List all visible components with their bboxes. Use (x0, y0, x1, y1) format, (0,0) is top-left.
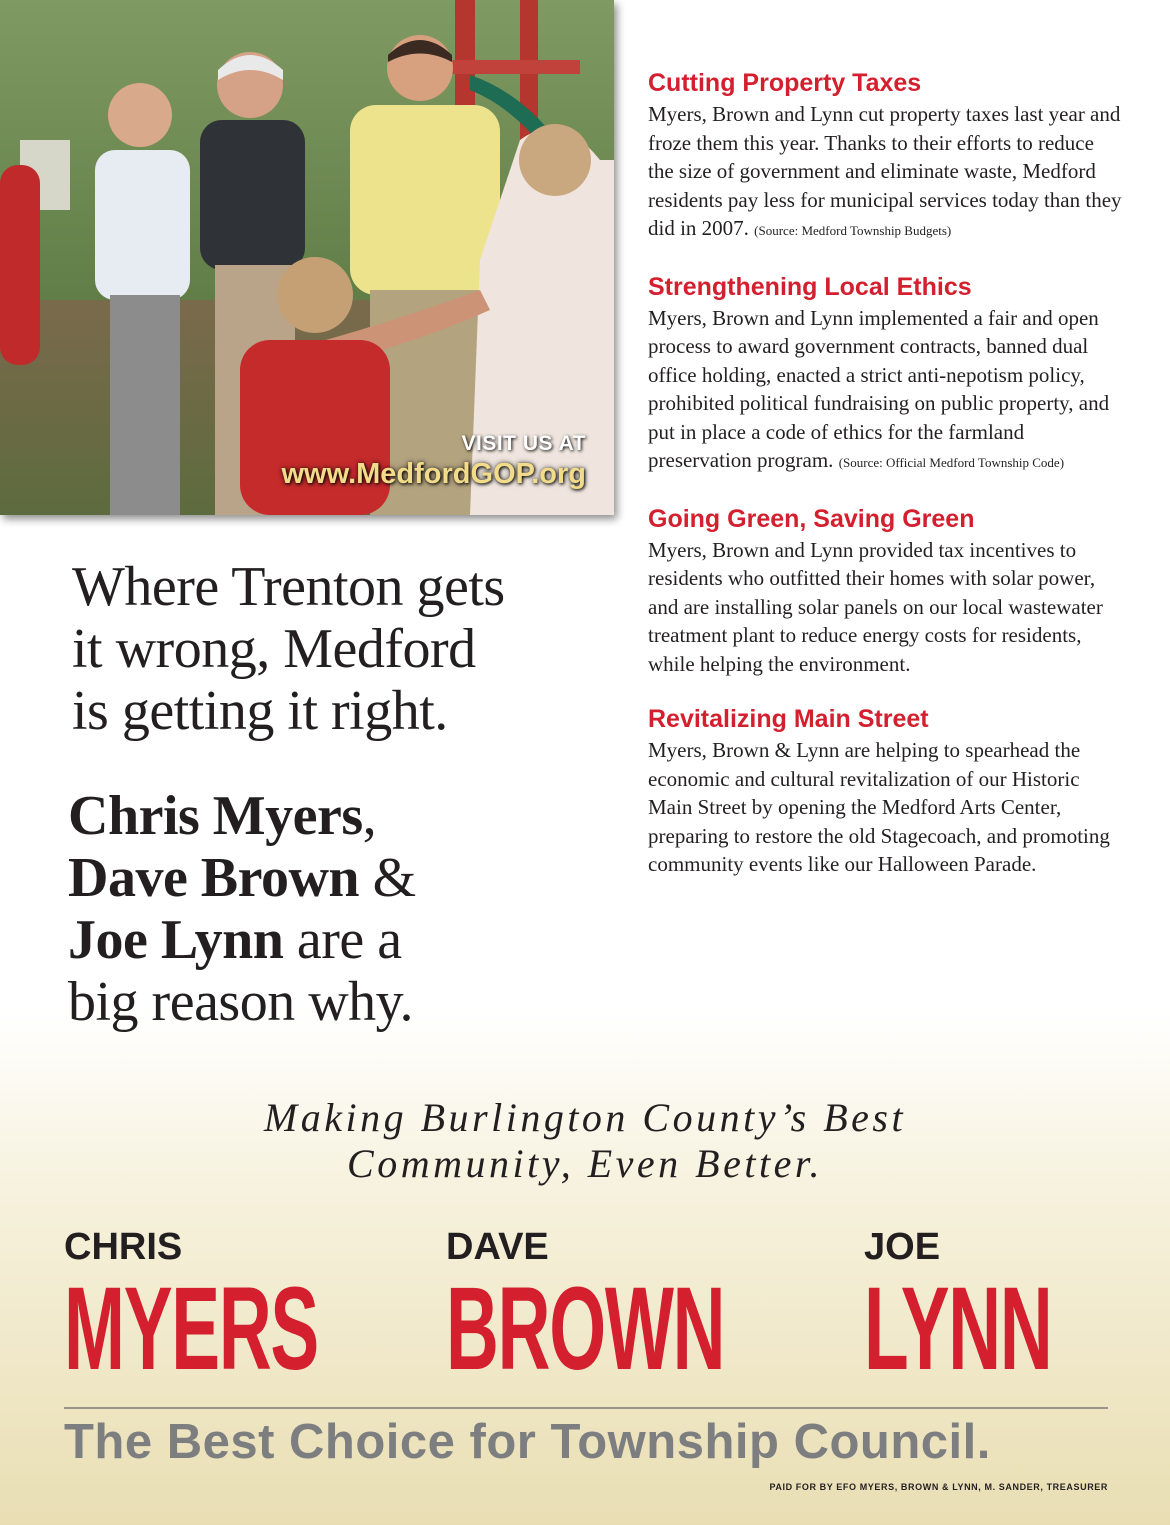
section-body: Myers, Brown and Lynn provided tax incentives to residents who outfitted their homes with solar power, and are installing solar panels on our local wastewater treatment plant to reduce energy costs for residents, while helping the environment. (648, 537, 1103, 676)
names-line (68, 847, 628, 909)
paid-for-disclaimer: PAID FOR BY EFO MYERS, BROWN & LYNN, M. SANDER, TREASURER (769, 1482, 1108, 1492)
candidate-lynn (864, 1226, 1166, 1395)
separator: , (362, 785, 377, 847)
headline-line: Where Trenton gets (72, 556, 505, 618)
tagline-line: Community, Even Better. (347, 1141, 823, 1186)
divider (64, 1407, 1108, 1409)
candidate-first-name: CHRIS (64, 1226, 183, 1268)
candidate-last-name: MYERS (64, 1263, 318, 1395)
section-heading: Revitalizing Main Street (648, 705, 929, 733)
website-link[interactable]: www.MedfordGOP.org (281, 458, 586, 490)
candidate-myers (64, 1226, 474, 1395)
section-heading: Strengthening Local Ethics (648, 272, 972, 301)
section-heading: Going Green, Saving Green (648, 504, 975, 533)
section-local-ethics (648, 270, 1123, 478)
names-line (68, 909, 628, 971)
headline-line: it wrong, Medford (72, 618, 476, 680)
names-statement (68, 785, 628, 1033)
candidate-last-name: BROWN (446, 1263, 725, 1395)
headline (72, 556, 632, 742)
section-body: Myers, Brown and Lynn implemented a fair and open process to award government contracts, banned dual office holding, enacted a strict anti-nepotism policy, prohibited political fundraising on public property, and put in place a code of ethics for the farmland preservation program. (Source: Official Medford Township Code) (648, 305, 1110, 472)
section-source: (Source: Official Medford Township Code) (838, 455, 1065, 470)
section-going-green (648, 502, 1123, 679)
names-rest: big reason why. (68, 971, 414, 1033)
section-body: Myers, Brown and Lynn cut property taxes last year and froze them this year. Thanks to their efforts to reduce the size of government and eliminate waste, Medford residents pay less for municipal services today than they did in 2007. (Source: Medford Township Budgets) (648, 102, 1122, 240)
section-body: Myers, Brown & Lynn are helping to spearhead the economic and cultural revitalization of our Historic Main Street by opening the Medford Arts Center, preparing to restore the old Stagecoach, and promoting community events like our Halloween Parade. (648, 738, 1110, 876)
headline-line: is getting it right. (72, 680, 448, 742)
candidate-last-name: LYNN (864, 1263, 1052, 1395)
candidate-first-name: JOE (864, 1226, 941, 1268)
names-rest: are a (283, 909, 402, 971)
section-source: (Source: Medford Township Budgets) (754, 223, 952, 238)
separator: & (359, 847, 416, 909)
section-main-street (648, 702, 1123, 879)
campaign-photo (0, 0, 614, 515)
section-property-taxes (648, 66, 1123, 246)
visit-callout (281, 432, 586, 491)
visit-label: VISIT US AT (461, 432, 586, 455)
name-joe: Joe Lynn (68, 909, 284, 971)
candidate-first-name: DAVE (446, 1226, 549, 1268)
section-heading: Cutting Property Taxes (648, 69, 922, 97)
tagline-line: Making Burlington County’s Best (263, 1095, 907, 1140)
name-dave: Dave Brown (68, 847, 360, 909)
name-chris: Chris Myers (68, 785, 363, 847)
candidate-brown (446, 1226, 895, 1395)
accomplishments-column (648, 66, 1123, 903)
names-line (68, 785, 628, 847)
best-choice-slogan: The Best Choice for Township Council. (64, 1415, 991, 1469)
tagline (0, 1095, 1170, 1187)
